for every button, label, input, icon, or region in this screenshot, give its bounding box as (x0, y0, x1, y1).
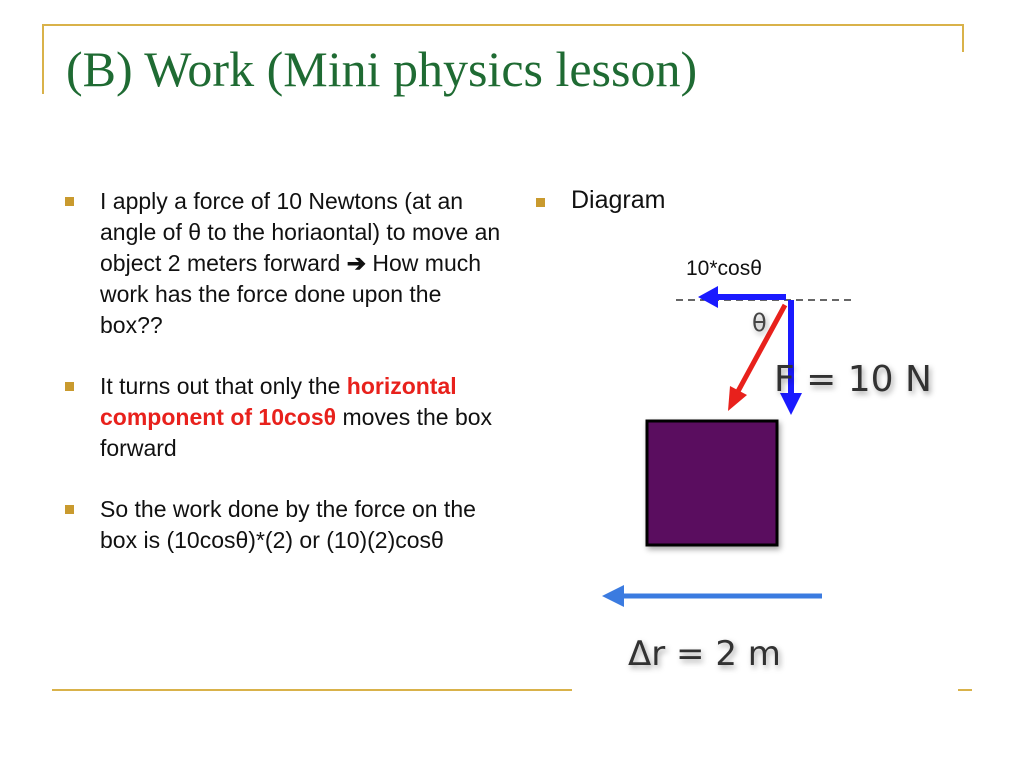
slide-title: (B) Work (Mini physics lesson) (66, 41, 698, 97)
bullet-list (62, 186, 502, 586)
bullet-2-post: moves the box forward (100, 404, 493, 461)
box (647, 421, 777, 545)
bullet-item-2 (62, 371, 502, 464)
frame-bottom-line (52, 689, 572, 691)
bullet-item-1 (62, 186, 502, 341)
force-label: F = 10 N (774, 359, 932, 400)
frame-left-line (42, 24, 44, 94)
displacement-label: Δr = 2 m (628, 634, 781, 674)
frame-right-line (962, 24, 964, 52)
force-diagram (590, 255, 970, 685)
bullet-2-highlight: horizontal component of 10cosθ (100, 373, 457, 430)
component-label: 10*cosθ (686, 257, 762, 280)
bullet-3-text: So the work done by the force on the box is (10cosθ)*(2) or (10)(2)cosθ (100, 496, 476, 553)
bullet-square-icon (65, 382, 74, 391)
bullet-1-text: I apply a force of 10 Newtons (at an angle of θ to the horiaontal) to move an object 2 meters forward (100, 188, 501, 276)
diagram-heading (533, 186, 665, 215)
frame-top-line (42, 24, 964, 26)
displacement-arrowhead (602, 585, 624, 607)
bullet-2-pre: It turns out that only the (100, 373, 347, 399)
diagram-heading-text: Diagram (571, 186, 666, 214)
horizontal-component-arrowhead (698, 286, 718, 308)
frame-bottom-right-line (958, 689, 972, 691)
bullet-square-icon (65, 197, 74, 206)
bullet-square-icon (65, 505, 74, 514)
bullet-1-text-cont: How much work has the force done upon the box?? (100, 250, 482, 338)
right-arrow-icon: ➔ (346, 250, 366, 276)
angle-label: θ (752, 309, 767, 337)
bullet-item-3 (62, 494, 502, 556)
bullet-square-icon (536, 198, 545, 207)
